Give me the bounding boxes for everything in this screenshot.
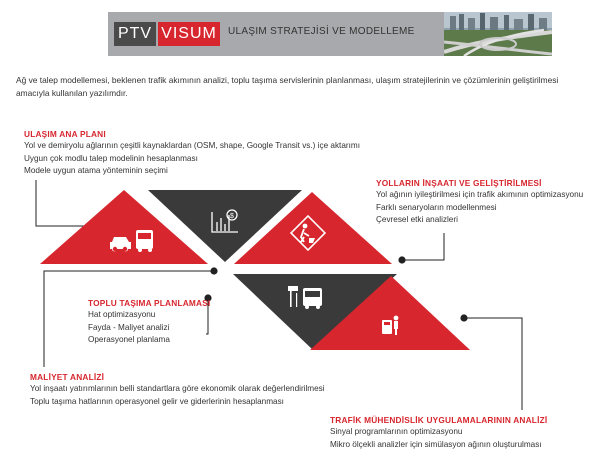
- section-line: Operasyonel planlama: [88, 335, 170, 344]
- section-line: Hat optimizasyonu: [88, 310, 156, 319]
- intro-paragraph: Ağ ve talep modellemesi, beklenen trafik akımının analizi, toplu taşıma servislerinin planlanması, ulaşım stratejilerinin ve çözümlerinin geliştirilmesi amacıyla kullanılan yazılımdır.: [16, 75, 559, 98]
- section-line: Sinyal programlarının optimizasyonu: [330, 427, 463, 436]
- section-heading: MALİYET ANALİZİ: [30, 372, 105, 382]
- section-heading: TRAFİK MÜHENDİSLİK UYGULAMALARININ ANALİZİ: [330, 415, 548, 425]
- section-line: Yol ve demiryolu ağlarının çeşitli kaynaklardan (OSM, shape, Google Transit vs.) içe aktarımı: [24, 141, 360, 150]
- section-public-transport: [88, 297, 210, 347]
- logo-visum: VISUM: [158, 22, 220, 46]
- section-heading: YOLLARIN İNŞAATI VE GELİŞTİRİLMESİ: [376, 178, 542, 188]
- section-cost-analysis: [30, 371, 325, 408]
- section-line: Farklı senaryoların modellenmesi: [376, 202, 497, 212]
- section-heading: TOPLU TAŞIMA PLANLAMASI: [88, 298, 211, 308]
- section-line: Uygun çok modlu talep modelinin hesaplanması: [24, 153, 198, 163]
- section-line: Çevresel etki analizleri: [376, 215, 458, 224]
- section-line: Yol ağının iyileştirilmesi için trafik akımının optimizasyonu: [376, 190, 584, 199]
- section-line: Modele uygun atama yönteminin seçimi: [24, 166, 168, 175]
- svg-text:$: $: [230, 213, 234, 220]
- section-line: Toplu taşıma hatlarının operasyonel gelir ve giderlerinin hesaplanması: [30, 396, 284, 406]
- section-road-construction: [376, 177, 583, 227]
- section-transport-plan: [24, 128, 360, 178]
- section-line: Fayda - Maliyet analizi: [88, 322, 170, 332]
- section-traffic-engineering: [330, 414, 547, 451]
- section-line: Mikro ölçekli analizler için simülasyon ağının oluşturulması: [330, 439, 542, 449]
- section-line: Yol inşaatı yatırımlarının belli standartlara göre ekonomik olarak değerlendirilmesi: [30, 384, 325, 393]
- logo-ptv: PTV: [114, 22, 156, 46]
- page-title: ULAŞIM STRATEJİSİ VE MODELLEME: [228, 26, 415, 37]
- section-heading: ULAŞIM ANA PLANI: [24, 129, 106, 139]
